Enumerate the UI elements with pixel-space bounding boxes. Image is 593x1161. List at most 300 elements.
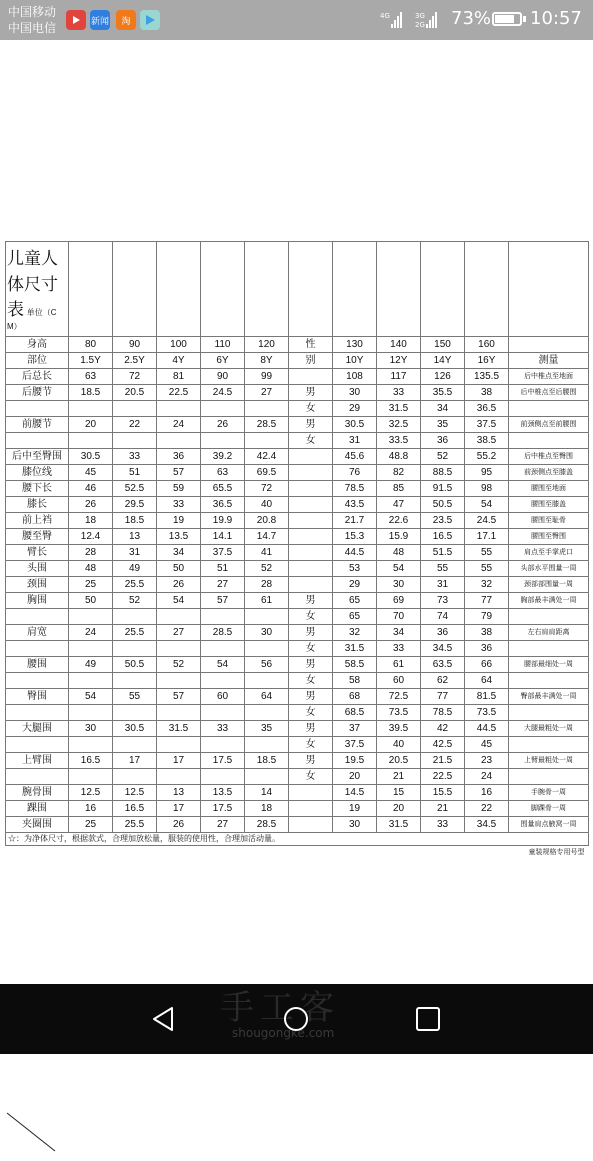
row-label-cell — [6, 641, 69, 657]
value-cell: 160 — [465, 337, 509, 353]
value-cell: 95 — [465, 465, 509, 481]
value-cell: 74 — [421, 609, 465, 625]
gender-cell: 性 — [289, 337, 333, 353]
value-cell: 31 — [113, 545, 157, 561]
row-label-cell: 身高 — [6, 337, 69, 353]
value-cell: 76 — [333, 465, 377, 481]
value-cell: 1.5Y — [69, 353, 113, 369]
value-cell: 21 — [377, 769, 421, 785]
value-cell: 19 — [157, 513, 201, 529]
value-cell — [113, 737, 157, 753]
value-cell: 17 — [157, 753, 201, 769]
value-cell: 58 — [333, 673, 377, 689]
value-cell: 44.5 — [465, 721, 509, 737]
value-cell: 16Y — [465, 353, 509, 369]
value-cell: 20.5 — [113, 385, 157, 401]
gender-cell: 女 — [289, 673, 333, 689]
measure-note-cell — [509, 673, 589, 689]
gender-cell — [289, 465, 333, 481]
value-cell: 33.5 — [377, 433, 421, 449]
value-cell: 51.5 — [421, 545, 465, 561]
gender-cell: 男 — [289, 721, 333, 737]
corner-scribble-line — [5, 1111, 65, 1161]
home-circle-icon — [276, 1002, 316, 1036]
brand-note: 童装规格专用号型 — [528, 849, 585, 856]
value-cell: 36 — [157, 449, 201, 465]
value-cell: 22.5 — [421, 769, 465, 785]
value-cell: 12.5 — [69, 785, 113, 801]
table-row — [6, 673, 589, 689]
value-cell: 31 — [333, 433, 377, 449]
value-cell: 65.5 — [201, 481, 245, 497]
table-row — [6, 593, 589, 609]
blank-header-cell — [69, 242, 113, 337]
row-label-cell — [6, 673, 69, 689]
value-cell: 39.2 — [201, 449, 245, 465]
value-cell: 27 — [245, 385, 289, 401]
value-cell: 18.5 — [113, 513, 157, 529]
value-cell: 17.1 — [465, 529, 509, 545]
gender-cell — [289, 369, 333, 385]
table-row — [6, 513, 589, 529]
value-cell: 21.7 — [333, 513, 377, 529]
row-label-cell: 臀围 — [6, 689, 69, 705]
gender-cell — [289, 529, 333, 545]
row-label-cell: 前上裆 — [6, 513, 69, 529]
table-row — [6, 529, 589, 545]
value-cell — [157, 609, 201, 625]
blank-header-cell — [113, 242, 157, 337]
value-cell: 17 — [113, 753, 157, 769]
size-chart-table — [5, 241, 589, 860]
table-row — [6, 353, 589, 369]
value-cell: 17.5 — [201, 753, 245, 769]
network-type-2: 3G — [415, 12, 425, 20]
table-row — [6, 577, 589, 593]
value-cell — [69, 609, 113, 625]
row-label-cell: 腰至臀 — [6, 529, 69, 545]
battery-fill — [495, 15, 514, 23]
measure-note-cell: 肩点至手掌虎口 — [509, 545, 589, 561]
value-cell: 35.5 — [421, 385, 465, 401]
value-cell — [245, 705, 289, 721]
value-cell: 30.5 — [113, 721, 157, 737]
value-cell: 26 — [69, 497, 113, 513]
value-cell: 16.5 — [113, 801, 157, 817]
value-cell: 31.5 — [333, 641, 377, 657]
value-cell: 23.5 — [421, 513, 465, 529]
value-cell: 25 — [69, 817, 113, 833]
value-cell: 56 — [245, 657, 289, 673]
value-cell: 25.5 — [113, 625, 157, 641]
value-cell: 52.5 — [113, 481, 157, 497]
value-cell: 42.4 — [245, 449, 289, 465]
blank-header-cell — [201, 242, 245, 337]
value-cell: 52 — [421, 449, 465, 465]
value-cell: 64 — [465, 673, 509, 689]
table-row — [6, 337, 589, 353]
value-cell — [201, 769, 245, 785]
value-cell: 35 — [421, 417, 465, 433]
value-cell: 50.5 — [113, 657, 157, 673]
row-label-cell: 肩宽 — [6, 625, 69, 641]
value-cell: 31.5 — [377, 817, 421, 833]
row-label-cell: 部位 — [6, 353, 69, 369]
value-cell: 16 — [465, 785, 509, 801]
value-cell: 78.5 — [421, 705, 465, 721]
table-row — [6, 369, 589, 385]
value-cell: 26 — [157, 817, 201, 833]
value-cell: 80 — [69, 337, 113, 353]
table-row — [6, 753, 589, 769]
value-cell: 98 — [465, 481, 509, 497]
value-cell: 24 — [69, 625, 113, 641]
blank-header-cell — [333, 242, 377, 337]
value-cell: 4Y — [157, 353, 201, 369]
gender-cell: 男 — [289, 657, 333, 673]
table-row — [6, 465, 589, 481]
value-cell: 82 — [377, 465, 421, 481]
row-label-cell — [6, 737, 69, 753]
value-cell — [245, 609, 289, 625]
value-cell: 38 — [465, 385, 509, 401]
size-chart-body — [6, 242, 589, 833]
value-cell: 90 — [113, 337, 157, 353]
value-cell: 15.9 — [377, 529, 421, 545]
value-cell: 18 — [245, 801, 289, 817]
gender-cell: 女 — [289, 401, 333, 417]
value-cell: 32 — [333, 625, 377, 641]
value-cell: 30 — [333, 817, 377, 833]
row-label-cell: 臂长 — [6, 545, 69, 561]
gender-cell — [289, 817, 333, 833]
value-cell: 38 — [465, 625, 509, 641]
table-row — [6, 737, 589, 753]
gender-cell: 女 — [289, 433, 333, 449]
value-cell: 33 — [157, 497, 201, 513]
value-cell: 22 — [113, 417, 157, 433]
value-cell: 26 — [201, 417, 245, 433]
row-label-cell: 颈围 — [6, 577, 69, 593]
value-cell: 53 — [333, 561, 377, 577]
value-cell: 25.5 — [113, 577, 157, 593]
value-cell: 130 — [333, 337, 377, 353]
value-cell: 16.5 — [421, 529, 465, 545]
value-cell: 36 — [421, 433, 465, 449]
battery-tip — [523, 16, 526, 22]
value-cell: 15.3 — [333, 529, 377, 545]
row-label-cell: 膝长 — [6, 497, 69, 513]
value-cell: 30 — [245, 625, 289, 641]
value-cell: 30.5 — [69, 449, 113, 465]
row-label-cell: 后中至臀围 — [6, 449, 69, 465]
value-cell: 34 — [421, 401, 465, 417]
value-cell — [245, 401, 289, 417]
value-cell — [245, 737, 289, 753]
value-cell: 14 — [245, 785, 289, 801]
value-cell: 90 — [201, 369, 245, 385]
value-cell: 20.5 — [377, 753, 421, 769]
value-cell: 15 — [377, 785, 421, 801]
value-cell: 26 — [157, 577, 201, 593]
value-cell: 8Y — [245, 353, 289, 369]
row-label-cell: 后腰节 — [6, 385, 69, 401]
value-cell: 47 — [377, 497, 421, 513]
measure-note-cell: 腰围至地面 — [509, 481, 589, 497]
value-cell: 14Y — [421, 353, 465, 369]
table-row — [6, 785, 589, 801]
table-row — [6, 481, 589, 497]
value-cell: 17 — [157, 801, 201, 817]
value-cell: 41 — [245, 545, 289, 561]
value-cell: 57 — [157, 689, 201, 705]
value-cell: 81.5 — [465, 689, 509, 705]
value-cell: 29 — [333, 577, 377, 593]
table-row — [6, 721, 589, 737]
home-button[interactable] — [276, 1002, 316, 1036]
watermark-url: shougongke.com — [232, 1026, 335, 1040]
value-cell: 13.5 — [157, 529, 201, 545]
value-cell: 30 — [377, 577, 421, 593]
value-cell — [69, 705, 113, 721]
value-cell: 33 — [377, 641, 421, 657]
measure-note-cell: 后中椎点至臀围 — [509, 449, 589, 465]
network-type-1: 4G — [380, 12, 390, 20]
gender-cell: 男 — [289, 689, 333, 705]
blank-header-cell — [421, 242, 465, 337]
value-cell: 73.5 — [465, 705, 509, 721]
table-row — [6, 449, 589, 465]
value-cell: 77 — [465, 593, 509, 609]
value-cell — [113, 705, 157, 721]
value-cell: 55.2 — [465, 449, 509, 465]
measure-note-cell: 脚踝骨一周 — [509, 801, 589, 817]
video-app-icon — [66, 10, 86, 30]
value-cell: 15.5 — [421, 785, 465, 801]
value-cell: 27 — [157, 625, 201, 641]
value-cell: 69.5 — [245, 465, 289, 481]
value-cell: 28.5 — [245, 417, 289, 433]
row-label-cell: 头围 — [6, 561, 69, 577]
value-cell: 78.5 — [333, 481, 377, 497]
table-row — [6, 561, 589, 577]
gender-cell: 男 — [289, 753, 333, 769]
value-cell: 88.5 — [421, 465, 465, 481]
value-cell: 33 — [113, 449, 157, 465]
value-cell: 110 — [201, 337, 245, 353]
row-label-cell: 后总长 — [6, 369, 69, 385]
value-cell: 30 — [333, 385, 377, 401]
value-cell: 22.5 — [157, 385, 201, 401]
battery-icon — [492, 12, 522, 26]
table-row — [6, 769, 589, 785]
value-cell: 59 — [157, 481, 201, 497]
value-cell: 66 — [465, 657, 509, 673]
value-cell: 18.5 — [245, 753, 289, 769]
value-cell — [157, 705, 201, 721]
value-cell: 31.5 — [157, 721, 201, 737]
value-cell: 42 — [421, 721, 465, 737]
row-label-cell: 腰围 — [6, 657, 69, 673]
value-cell: 60 — [377, 673, 421, 689]
value-cell — [69, 641, 113, 657]
row-label-cell — [6, 705, 69, 721]
value-cell: 52 — [113, 593, 157, 609]
table-row — [6, 385, 589, 401]
value-cell: 55 — [465, 561, 509, 577]
value-cell: 54 — [69, 689, 113, 705]
measure-note-cell: 头部水平围量一周 — [509, 561, 589, 577]
value-cell: 28 — [69, 545, 113, 561]
value-cell: 51 — [201, 561, 245, 577]
value-cell: 69 — [377, 593, 421, 609]
value-cell: 30.5 — [333, 417, 377, 433]
value-cell: 40 — [377, 737, 421, 753]
recent-apps-button[interactable] — [408, 1002, 448, 1036]
value-cell: 28.5 — [201, 625, 245, 641]
measure-note-cell: 腰围至耻骨 — [509, 513, 589, 529]
value-cell — [69, 769, 113, 785]
value-cell — [201, 609, 245, 625]
table-row — [6, 625, 589, 641]
value-cell: 27 — [201, 577, 245, 593]
table-title-line-2: 体尺寸 — [7, 275, 58, 294]
value-cell: 33 — [377, 385, 421, 401]
signal-icon-1 — [391, 10, 402, 28]
value-cell — [201, 401, 245, 417]
measure-note-cell: 手腕骨一周 — [509, 785, 589, 801]
measure-note-cell: 腰围至臀围 — [509, 529, 589, 545]
value-cell: 36 — [465, 641, 509, 657]
value-cell — [245, 673, 289, 689]
value-cell: 17.5 — [201, 801, 245, 817]
value-cell: 63.5 — [421, 657, 465, 673]
value-cell: 58.5 — [333, 657, 377, 673]
value-cell: 36.5 — [201, 497, 245, 513]
value-cell — [157, 673, 201, 689]
clock: 10:57 — [530, 8, 582, 29]
value-cell: 81 — [157, 369, 201, 385]
value-cell: 64 — [245, 689, 289, 705]
value-cell — [69, 737, 113, 753]
value-cell — [201, 433, 245, 449]
value-cell: 65 — [333, 593, 377, 609]
value-cell: 117 — [377, 369, 421, 385]
news-app-icon: 新闻 — [90, 10, 110, 30]
measure-note-cell: 后中椎点至地面 — [509, 369, 589, 385]
value-cell: 19.9 — [201, 513, 245, 529]
value-cell: 44.5 — [333, 545, 377, 561]
back-button[interactable] — [144, 1002, 184, 1036]
value-cell: 61 — [245, 593, 289, 609]
value-cell: 31 — [421, 577, 465, 593]
table-footnote: ☆：为净体尺寸，根据款式，合理加放松量，服装的使用性，合理加活动量。 — [6, 833, 589, 846]
value-cell — [157, 401, 201, 417]
navigation-bar — [0, 984, 593, 1054]
row-label-cell: 前腰节 — [6, 417, 69, 433]
row-label-cell: 大腿围 — [6, 721, 69, 737]
value-cell — [157, 641, 201, 657]
value-cell: 16.5 — [69, 753, 113, 769]
value-cell: 126 — [421, 369, 465, 385]
gender-cell — [289, 481, 333, 497]
value-cell — [113, 673, 157, 689]
value-cell: 13 — [113, 529, 157, 545]
measure-note-cell — [509, 641, 589, 657]
gender-cell: 男 — [289, 625, 333, 641]
gender-cell: 女 — [289, 641, 333, 657]
network-type-2b: 2G — [415, 21, 425, 29]
value-cell: 21 — [421, 801, 465, 817]
table-row — [6, 609, 589, 625]
value-cell: 14.5 — [333, 785, 377, 801]
gender-cell — [289, 513, 333, 529]
row-label-cell: 腰下长 — [6, 481, 69, 497]
value-cell: 24 — [465, 769, 509, 785]
value-cell: 57 — [157, 465, 201, 481]
value-cell: 45 — [465, 737, 509, 753]
table-title-line-1: 儿童人 — [7, 249, 58, 268]
measure-note-cell — [509, 705, 589, 721]
value-cell — [201, 705, 245, 721]
measure-note-cell — [509, 433, 589, 449]
value-cell: 18 — [69, 513, 113, 529]
table-row — [6, 433, 589, 449]
value-cell: 42.5 — [421, 737, 465, 753]
value-cell: 32 — [465, 577, 509, 593]
value-cell: 37.5 — [465, 417, 509, 433]
play-app-icon — [140, 10, 160, 30]
value-cell: 36 — [421, 625, 465, 641]
value-cell: 34 — [157, 545, 201, 561]
gender-cell — [289, 545, 333, 561]
measure-note-cell: 腰围至膝盖 — [509, 497, 589, 513]
value-cell: 45 — [69, 465, 113, 481]
value-cell — [113, 609, 157, 625]
value-cell: 52 — [245, 561, 289, 577]
value-cell: 48 — [69, 561, 113, 577]
table-row — [6, 417, 589, 433]
blank-header-cell — [245, 242, 289, 337]
table-unit-line-2: M） — [7, 322, 22, 331]
value-cell: 85 — [377, 481, 421, 497]
value-cell: 49 — [69, 657, 113, 673]
measure-note-cell: 左右肩肩距离 — [509, 625, 589, 641]
gender-cell — [289, 449, 333, 465]
battery-percent: 73% — [451, 8, 492, 29]
row-label-cell — [6, 769, 69, 785]
value-cell: 12.4 — [69, 529, 113, 545]
value-cell: 50 — [157, 561, 201, 577]
value-cell: 54 — [201, 657, 245, 673]
value-cell — [157, 433, 201, 449]
row-label-cell: 胸围 — [6, 593, 69, 609]
measure-note-cell: 前颈侧点至前腰围 — [509, 417, 589, 433]
value-cell: 54 — [377, 561, 421, 577]
value-cell: 32.5 — [377, 417, 421, 433]
value-cell: 99 — [245, 369, 289, 385]
table-row — [6, 401, 589, 417]
value-cell: 33 — [421, 817, 465, 833]
measure-note-cell: 测量 — [509, 353, 589, 369]
measure-note-cell: 颈部部围量一周 — [509, 577, 589, 593]
value-cell: 79 — [465, 609, 509, 625]
watermark-text: 手工客 — [220, 988, 340, 1028]
value-cell: 91.5 — [421, 481, 465, 497]
value-cell: 140 — [377, 337, 421, 353]
gender-cell — [289, 785, 333, 801]
value-cell — [245, 641, 289, 657]
